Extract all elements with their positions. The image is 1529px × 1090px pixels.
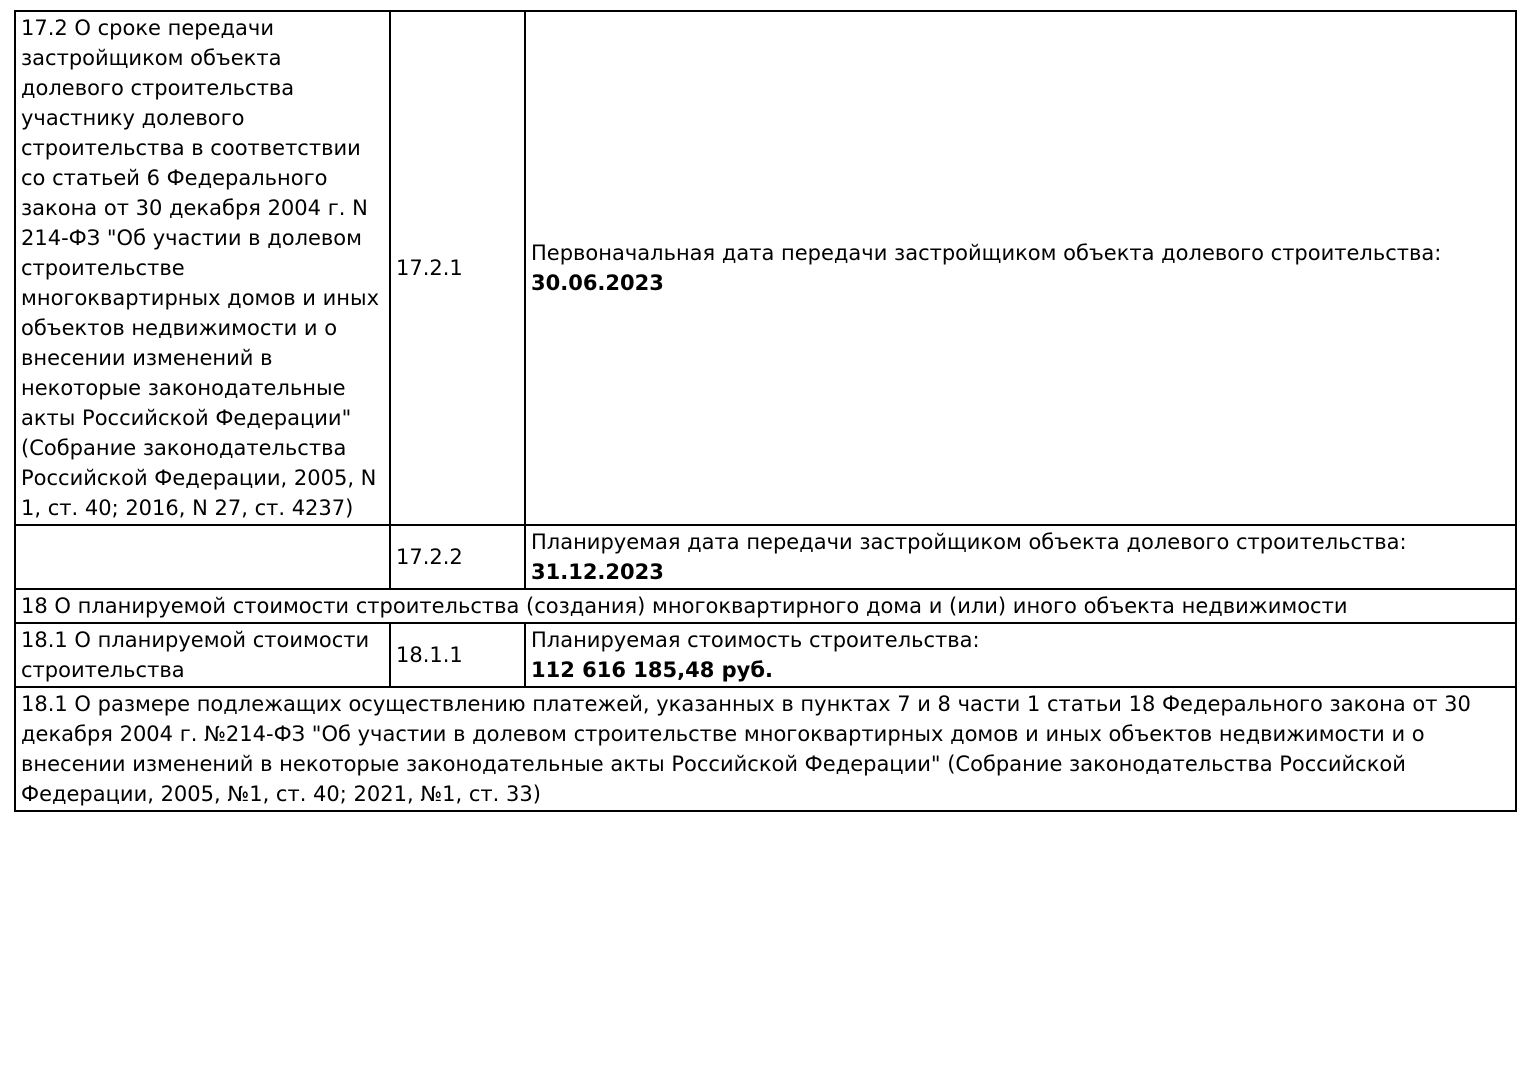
section-18-1-payments-header: 18.1 О размере подлежащих осуществлению платежей, указанных в пунктах 7 и 8 части 1 статьи 18 Федерального закона от 30 декабря 2004 г. №214-ФЗ "Об участии в долевом строительстве многоквартирных домов и иных объектов недвижимости и о внесении изменений в некоторые законодательные акты Российской Федерации" (Собрание законодательства Российской Федерации, 2005, №1, ст. 40; 2021, №1, ст. 33) (15, 687, 1516, 811)
row-section-18-1-payments (15, 687, 1516, 811)
section-18-header: 18 О планируемой стоимости строительства (создания) многоквартирного дома и (или) иного объекта недвижимости (15, 589, 1516, 623)
row-18-1-1 (15, 623, 1516, 687)
item-number-17-2-1: 17.2.1 (390, 11, 525, 525)
section-17-2-label: 17.2 О сроке передачи застройщиком объекта долевого строительства участнику долевого строительства в соответствии со статьей 6 Федерального закона от 30 декабря 2004 г. N 214-ФЗ "Об участии в долевом строительстве многоквартирных домов и иных объектов недвижимости и о внесении изменений в некоторые законодательные акты Российской Федерации" (Собрание законодательства Российской Федерации, 2005, N 1, ст. 40; 2016, N 27, ст. 4237) (15, 11, 390, 525)
row-17-2-2 (15, 525, 1516, 589)
row-17-2-1 (15, 11, 1516, 525)
field-17-2-1-value: 30.06.2023 (531, 271, 664, 295)
item-number-17-2-2: 17.2.2 (390, 525, 525, 589)
document-page (0, 10, 1529, 1090)
section-17-2-empty-cell (15, 525, 390, 589)
field-18-1-1-label: Планируемая стоимость строительства: (531, 628, 980, 652)
field-17-2-1-label: Первоначальная дата передачи застройщиком объекта долевого строительства: (531, 241, 1442, 265)
field-17-2-2-value: 31.12.2023 (531, 560, 664, 584)
row-section-18 (15, 589, 1516, 623)
section-18-1-label: 18.1 О планируемой стоимости строительства (15, 623, 390, 687)
declaration-table (14, 10, 1517, 812)
field-18-1-1-value: 112 616 185,48 руб. (531, 658, 774, 682)
field-18-1-1-cell (525, 623, 1516, 687)
field-17-2-1-cell (525, 11, 1516, 525)
field-17-2-2-label: Планируемая дата передачи застройщиком объекта долевого строительства: (531, 530, 1407, 554)
field-17-2-2-cell (525, 525, 1516, 589)
item-number-18-1-1: 18.1.1 (390, 623, 525, 687)
